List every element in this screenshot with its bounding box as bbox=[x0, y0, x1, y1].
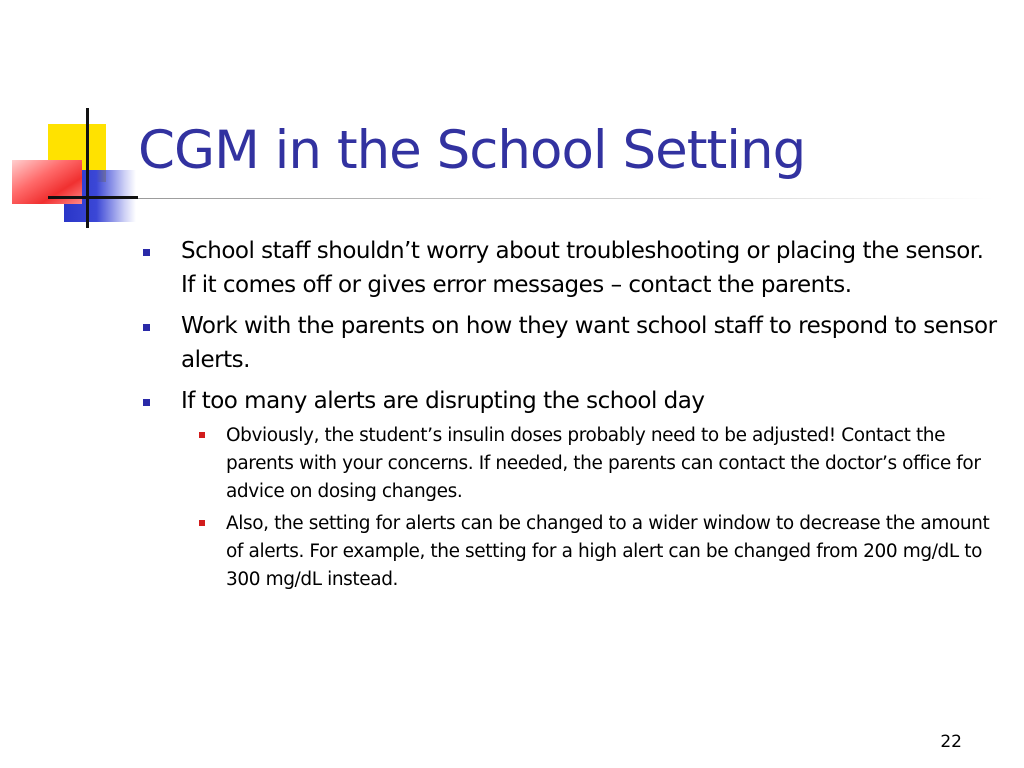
bullet-item bbox=[140, 309, 1004, 377]
logo-horizontal-line bbox=[48, 196, 138, 199]
title-underline bbox=[138, 198, 994, 199]
sub-bullet-text: Obviously, the student’s insulin doses probably need to be adjusted! Contact the parents with your concerns. If needed, the parents can contact the doctor’s office for advice on dosing changes. bbox=[226, 425, 981, 502]
bullet-item bbox=[140, 384, 1004, 594]
slide-number: 22 bbox=[940, 732, 962, 752]
sub-bullet-square-icon bbox=[199, 432, 205, 438]
slide-logo-decoration bbox=[0, 100, 150, 240]
bullet-text: Work with the parents on how they want school staff to respond to sensor alerts. bbox=[181, 313, 997, 373]
sub-bullet-list bbox=[185, 422, 1004, 594]
bullet-text: If too many alerts are disrupting the school day bbox=[181, 388, 705, 414]
bullet-item bbox=[140, 234, 1004, 302]
slide-title: CGM in the School Setting bbox=[138, 120, 806, 181]
logo-vertical-line bbox=[86, 108, 89, 228]
bullet-list bbox=[140, 234, 1004, 594]
sub-bullet-square-icon bbox=[199, 520, 205, 526]
bullet-square-icon bbox=[143, 324, 150, 331]
sub-bullet-item bbox=[185, 510, 1004, 594]
slide-body bbox=[140, 234, 1004, 601]
sub-bullet-text: Also, the setting for alerts can be changed to a wider window to decrease the amount of alerts. For example, the setting for a high alert can be changed from 200 mg/dL to 300 mg/dL instead. bbox=[226, 513, 990, 590]
bullet-square-icon bbox=[143, 249, 150, 256]
bullet-text: School staff shouldn’t worry about troubleshooting or placing the sensor. If it comes off or gives error messages – contact the parents. bbox=[181, 238, 984, 298]
sub-bullet-item bbox=[185, 422, 1004, 506]
bullet-square-icon bbox=[143, 399, 150, 406]
